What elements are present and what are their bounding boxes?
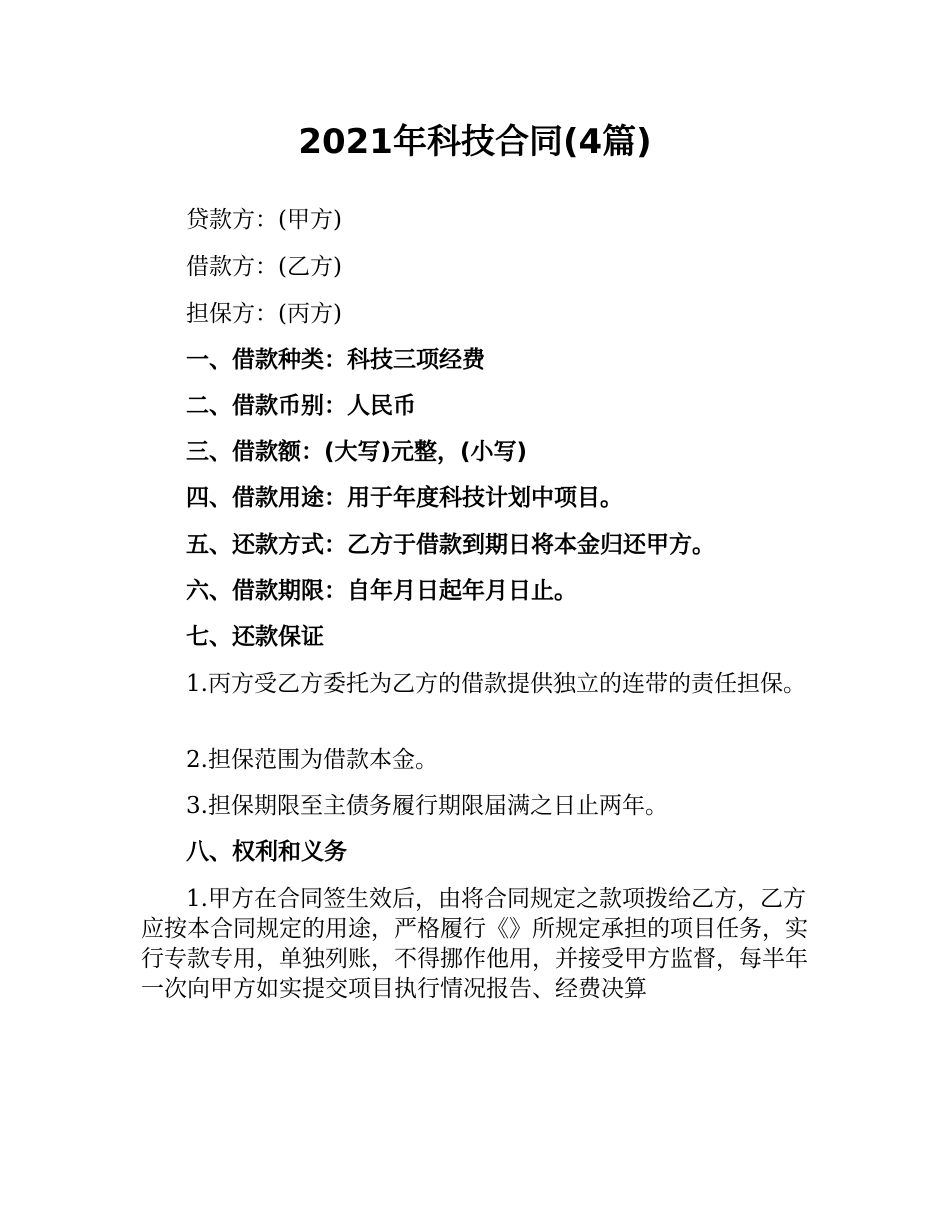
paragraph-guarantor: 担保方：(丙方) [186,301,342,327]
document-title: 2021年科技合同(4篇) [298,122,652,162]
section-heading-amount: 三、借款额：(大写)元整，(小写) [186,439,528,465]
paragraph-lender: 贷款方：(甲方) [186,207,342,233]
paragraph-rights-1: 1.甲方在合同签生效后，由将合同规定之款项拨给乙方，乙方应按本合同规定的用途，严格履行《》所规定承担的项目任务，实行专款专用，单独列账，不得挪作他用，并接受甲方监督，每半年一次向甲方如实提交项目执行情况报告、经费决算 [141,886,808,1002]
section-heading-currency: 二、借款币别：人民币 [186,393,416,419]
paragraph-guarantee-2: 2.担保范围为借款本金。 [186,747,438,773]
section-heading-loan-type: 一、借款种类：科技三项经费 [186,347,485,373]
paragraph-guarantee-1: 1.丙方受乙方委托为乙方的借款提供独立的连带的责任担保。 [186,671,806,697]
section-heading-rights: 八、权利和义务 [186,839,347,865]
section-heading-repayment: 五、还款方式：乙方于借款到期日将本金归还甲方。 [186,532,715,558]
paragraph-borrower: 借款方：(乙方) [186,254,342,280]
paragraph-guarantee-3: 3.担保期限至主债务履行期限届满之日止两年。 [186,793,668,819]
section-heading-term: 六、借款期限：自年月日起年月日止。 [186,578,577,604]
section-heading-guarantee: 七、还款保证 [186,624,324,650]
section-heading-purpose: 四、借款用途：用于年度科技计划中项目。 [186,485,623,511]
